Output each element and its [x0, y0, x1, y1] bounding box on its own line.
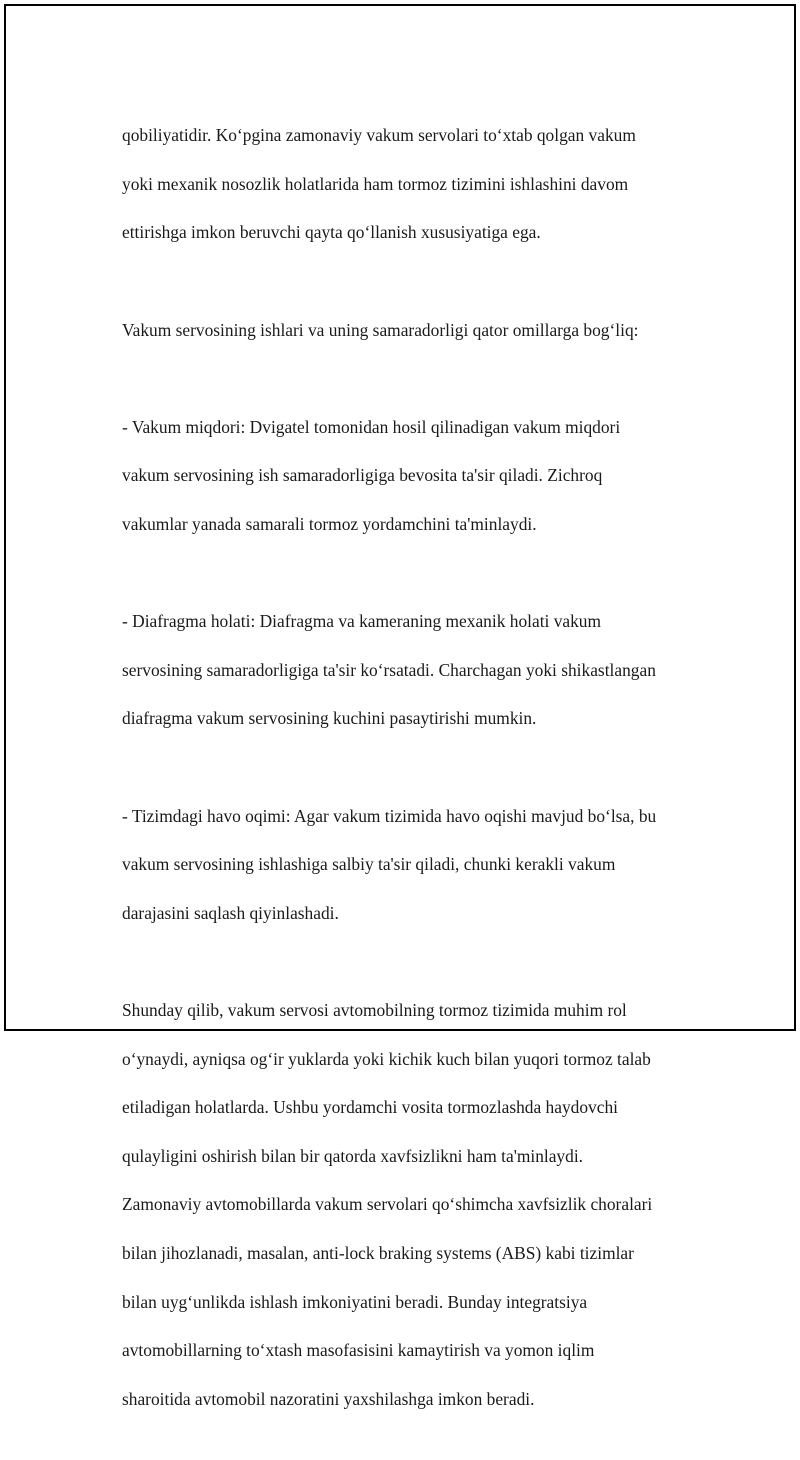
- text-line: vakumlar yanada samarali tormoz yordamchini ta'minlaydi.: [122, 514, 537, 535]
- text-line: qulayligini oshirish bilan bir qatorda xavfsizlikni ham ta'minlaydi.: [122, 1145, 584, 1166]
- text-line: - Tizimdagi havo oqimi: Agar vakum tizimida havo oqishi mavjud boʻlsa, bu: [122, 805, 657, 826]
- text-line: Zamonaviy avtomobillarda vakum servolari qoʻshimcha xavfsizlik choralari: [122, 1194, 653, 1215]
- paragraph-vacuum-amount: [122, 391, 702, 561]
- paragraph-diaphragm-state: [122, 585, 702, 755]
- text-line: servosining samaradorligiga ta'sir koʻrsatadi. Charchagan yoki shikastlangan: [122, 659, 656, 680]
- paragraph-continuation: [122, 99, 702, 269]
- text-line: vakum servosining ishlashiga salbiy ta'sir qiladi, chunki kerakli vakum: [122, 854, 616, 875]
- text-line: qobiliyatidir. Koʻpgina zamonaviy vakum servolari toʻxtab qolgan vakum: [122, 125, 636, 146]
- text-line: vakum servosining ish samaradorligiga bevosita ta'sir qiladi. Zichroq: [122, 465, 603, 486]
- text-line: oʻynaydi, ayniqsa ogʻir yuklarda yoki kichik kuch bilan yuqori tormoz talab: [122, 1048, 651, 1069]
- paragraph-intro-factors: [122, 293, 702, 366]
- text-line: Vakum servosining ishlari va uning samaradorligi qator omillarga bogʻliq:: [122, 319, 639, 340]
- text-line: darajasini saqlash qiyinlashadi.: [122, 902, 339, 923]
- text-line: avtomobillarning toʻxtash masofasisini kamaytirish va yomon iqlim: [122, 1340, 595, 1361]
- text-line: bilan uygʻunlikda ishlash imkoniyatini beradi. Bunday integratsiya: [122, 1291, 588, 1312]
- paragraph-conclusion: [122, 974, 702, 1436]
- text-line: ettirishga imkon beruvchi qayta qoʻllanish xususiyatiga ega.: [122, 222, 541, 243]
- text-line: bilan jihozlanadi, masalan, anti-lock braking systems (ABS) kabi tizimlar: [122, 1242, 634, 1263]
- text-line: yoki mexanik nosozlik holatlarida ham tormoz tizimini ishlashini davom: [122, 173, 629, 194]
- text-line: - Diafragma holati: Diafragma va kameraning mexanik holati vakum: [122, 611, 602, 632]
- document-body: [122, 99, 702, 1460]
- text-line: Shunday qilib, vakum servosi avtomobilning tormoz tizimida muhim rol: [122, 999, 627, 1020]
- document-page: [4, 4, 796, 1409]
- text-line: - Vakum miqdori: Dvigatel tomonidan hosil qilinadigan vakum miqdori: [122, 416, 621, 437]
- text-line: diafragma vakum servosining kuchini pasaytirishi mumkin.: [122, 708, 537, 729]
- text-line: etiladigan holatlarda. Ushbu yordamchi vosita tormozlashda haydovchi: [122, 1097, 618, 1118]
- text-line: sharoitida avtomobil nazoratini yaxshilashga imkon beradi.: [122, 1388, 535, 1409]
- paragraph-air-flow: [122, 779, 702, 949]
